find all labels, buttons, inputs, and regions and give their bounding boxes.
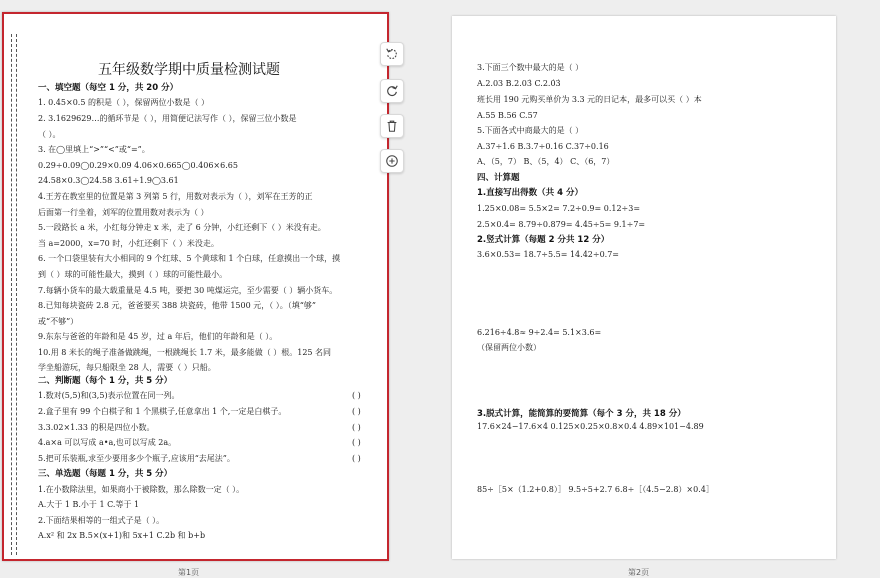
question-line: 当 a=2000，x=70 时，小红还剩下（ ）米没走。 bbox=[38, 239, 219, 248]
question-line: 2.下面结果相等的一组式子是（ ）。 bbox=[38, 516, 165, 525]
question-line: A.55 B.56 C.57 bbox=[477, 111, 538, 120]
question-line: 班长用 190 元购买单价为 3.3 元的日记本，最多可以买（ ）本 bbox=[477, 95, 702, 104]
question-line: 85÷［5×（1.2+0.8）］ 9.5÷5+2.7 6.8÷［（4.5−2.8）×0.4］ bbox=[477, 485, 714, 494]
question-line: 3. 在◯里填上“>”“<”或“=”。 bbox=[38, 145, 150, 154]
rotate-ccw-icon bbox=[385, 47, 399, 61]
judge-answer-box: ( ) bbox=[352, 407, 361, 416]
page-1[interactable] bbox=[2, 12, 389, 561]
question-line: A.x² 和 2x B.5×(x+1)和 5x+1 C.2b 和 b+b bbox=[38, 531, 206, 540]
question-line: 学坐船游玩，每只船限坐 28 人，需要（ ）只船。 bbox=[38, 363, 216, 372]
question-line: 3.3.02×1.33 的积是四位小数。 bbox=[38, 423, 155, 432]
question-line: 24.58×0.3◯24.58 3.61÷1.9◯3.61 bbox=[38, 176, 179, 185]
question-line: A.2.03 B.2.03̇ C.2.0̇3̇ bbox=[477, 79, 561, 88]
question-line: 5.一段路长 a 米，小红每分钟走 x 米，走了 6 分钟，小红还剩下（ ）米没有走。 bbox=[38, 223, 326, 232]
page-2[interactable] bbox=[452, 16, 836, 559]
rotate-ccw-button[interactable] bbox=[380, 42, 404, 66]
rotate-cw-button[interactable] bbox=[380, 79, 404, 103]
question-line: 17.6×24−17.6×4 0.125×0.25×0.8×0.4 4.89×101−4.89 bbox=[477, 422, 704, 431]
section-heading: 3.脱式计算，能简算的要简算（每个 3 分，共 18 分） bbox=[477, 409, 686, 419]
question-line: 3.下面三个数中最大的是（ ） bbox=[477, 63, 584, 72]
question-line: 5.下面各式中商最大的是（ ） bbox=[477, 126, 584, 135]
section-heading: 一、填空题（每空 1 分，共 20 分） bbox=[38, 83, 179, 93]
question-line: 5.把可乐装瓶,求至少要用多少个瓶子,应该用“去尾法”。 bbox=[38, 454, 235, 463]
exam-title: 五年级数学期中质量检测试题 bbox=[98, 62, 280, 78]
trash-icon bbox=[385, 119, 399, 133]
question-line: 1.25×0.08= 5.5×2= 7.2÷0.9= 0.12÷3= bbox=[477, 204, 641, 213]
question-line: 0.29÷0.09◯0.29×0.09 4.06×0.665◯0.406×6.65 bbox=[38, 161, 238, 170]
question-line: （ ）。 bbox=[38, 130, 61, 139]
question-line: A、（5，7） B、（5，4） C、（6，7） bbox=[477, 157, 615, 166]
question-line: 2. 3.1629629…的循环节是（ ），用简便记法写作（ ），保留三位小数是 bbox=[38, 114, 297, 123]
question-line: 3.6×0.53= 18.7÷5.5= 14.42÷0.7= bbox=[477, 250, 619, 259]
binding-line bbox=[16, 34, 17, 555]
section-heading: 二、判断题（每个 1 分，共 5 分） bbox=[38, 376, 173, 386]
binding-line bbox=[11, 34, 12, 555]
question-line: 1. 0.45×0.5 的积是（ ），保留两位小数是（ ） bbox=[38, 98, 210, 107]
section-heading: 四、计算题 bbox=[477, 173, 520, 183]
question-line: 1.数对(5,5)和(3,5)表示位置在同一列。 bbox=[38, 391, 180, 400]
judge-answer-box: ( ) bbox=[352, 391, 361, 400]
question-line: （保留两位小数） bbox=[477, 343, 541, 352]
question-line: 到（ ）球的可能性最大，摸到（ ）球的可能性最小。 bbox=[38, 270, 228, 279]
question-line: 1.在小数除法里，如果商小于被除数，那么除数一定（ ）。 bbox=[38, 485, 245, 494]
question-line: 6. 一个口袋里装有大小相同的 9 个红球、5 个黄球和 1 个白球，任意摸出一个球，摸 bbox=[38, 254, 341, 263]
question-line: 6.216÷4.8≈ 9÷2.4= 5.1×3.6= bbox=[477, 328, 602, 337]
judge-answer-box: ( ) bbox=[352, 454, 361, 463]
question-line: 2.5×0.4= 8.79÷0.879= 4.45÷5= 9.1÷7= bbox=[477, 220, 646, 229]
judge-answer-box: ( ) bbox=[352, 438, 361, 447]
add-icon bbox=[385, 154, 399, 168]
judge-answer-box: ( ) bbox=[352, 423, 361, 432]
question-line: 4.a×a 可以写成 a•a,也可以写成 2a。 bbox=[38, 438, 177, 447]
question-line: 8.已知每块瓷砖 2.8 元，爸爸要买 388 块瓷砖，他带 1500 元，（ ）。（填“够” bbox=[38, 301, 316, 310]
question-line: 后面第一行坐着，刘军的位置用数对表示为（ ） bbox=[38, 208, 209, 217]
page-label: 第2页 bbox=[628, 568, 650, 577]
section-heading: 2.竖式计算（每题 2 分共 12 分） bbox=[477, 235, 610, 245]
question-line: A.37÷1.6 B.3.7÷0.16 C.37÷0.16 bbox=[477, 142, 609, 151]
question-line: 9.东东与爸爸的年龄和是 45 岁，过 a 年后，他们的年龄和是（ ）。 bbox=[38, 332, 278, 341]
question-line: 2.盒子里有 99 个白棋子和 1 个黑棋子,任意拿出 1 个,一定是白棋子。 bbox=[38, 407, 287, 416]
question-line: 10.用 8 米长的绳子准备做跳绳，一根跳绳长 1.7 米，最多能做（ ）根。125 名同 bbox=[38, 348, 332, 357]
page-label: 第1页 bbox=[178, 568, 200, 577]
add-page-button[interactable] bbox=[380, 149, 404, 173]
rotate-cw-icon bbox=[385, 84, 399, 98]
section-heading: 1.直接写出得数（共 4 分） bbox=[477, 188, 583, 198]
question-line: 4.王芳在教室里的位置是第 3 列第 5 行，用数对表示为（ ），刘军在王芳的正 bbox=[38, 192, 313, 201]
question-line: 7.每辆小货车的最大载重量是 4.5 吨，要把 30 吨煤运完，至少需要（ ）辆小货车。 bbox=[38, 286, 338, 295]
section-heading: 三、单选题（每题 1 分，共 5 分） bbox=[38, 469, 173, 479]
question-line: 或“不够”） bbox=[38, 317, 79, 326]
delete-page-button[interactable] bbox=[380, 114, 404, 138]
question-line: A.大于 1 B.小于 1 C.等于 1 bbox=[38, 500, 140, 509]
